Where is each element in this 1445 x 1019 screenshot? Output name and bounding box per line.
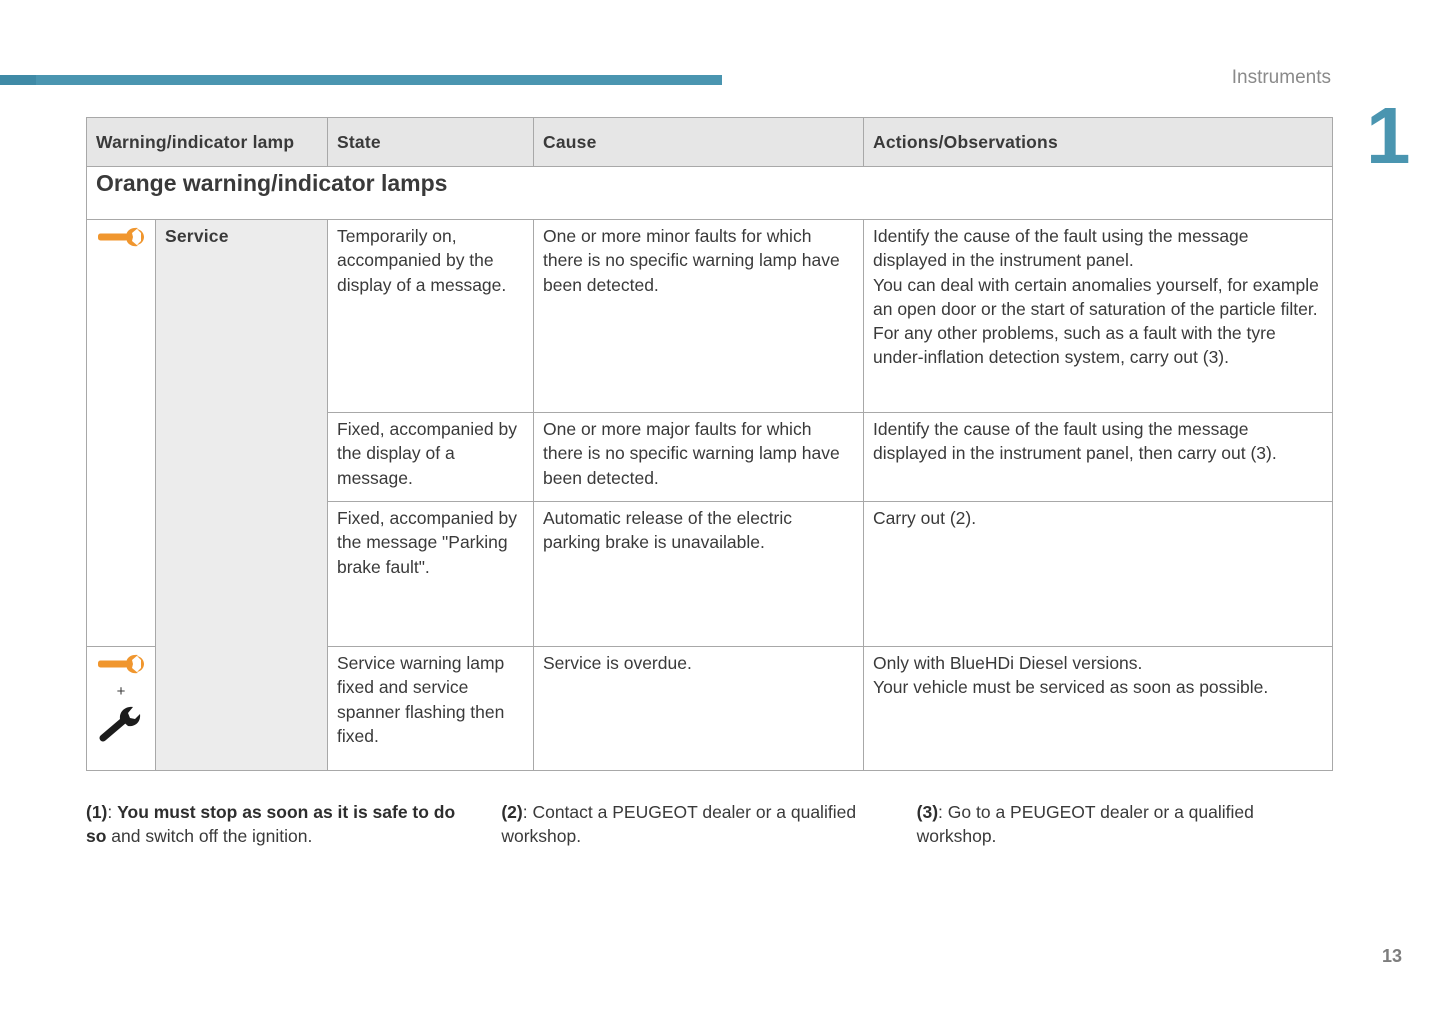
header-accent-bar (0, 75, 722, 85)
section-title: Instruments (1231, 67, 1331, 88)
col-header-cause: Cause (534, 118, 864, 167)
state-cell: Fixed, accompanied by the display of a message. (328, 413, 534, 502)
action-line: Identify the cause of the fault using the message displayed in the instrument panel, then carry out (3). (873, 419, 1277, 464)
actions-cell (864, 502, 1333, 647)
lamp-icon-cell (87, 220, 156, 647)
lamp-name: Service (156, 220, 328, 771)
footnote-text: Go to a PEUGEOT dealer or a qualified workshop. (916, 802, 1254, 847)
cause-cell: One or more major faults for which there is no specific warning lamp have been detected. (534, 413, 864, 502)
action-line: Carry out (2). (873, 508, 977, 528)
orange-spanner-icon (97, 653, 145, 681)
actions-cell (864, 413, 1333, 502)
footnote-2 (501, 800, 916, 849)
footnote-text: and switch off the ignition. (106, 826, 313, 847)
footnote-bold-text: You must stop as soon as it is safe to do so (86, 802, 456, 847)
action-line: For any other problems, such as a fault with the tyre under-inflation detection system, carry out (3). (873, 323, 1276, 368)
cause-cell: One or more minor faults for which there is no specific warning lamp have been detected. (534, 220, 864, 413)
col-header-actions: Actions/Observations (864, 118, 1333, 167)
warning-lamp-table (86, 117, 1333, 771)
actions-cell (864, 647, 1333, 771)
table-header-row (87, 118, 1333, 167)
cause-cell: Automatic release of the electric parking brake is unavailable. (534, 502, 864, 647)
actions-cell (864, 220, 1333, 413)
col-header-lamp: Warning/indicator lamp (87, 118, 328, 167)
cause-cell: Service is overdue. (534, 647, 864, 771)
footnote-sep: : (938, 802, 948, 822)
state-cell: Fixed, accompanied by the message "Parking brake fault". (328, 502, 534, 647)
footnote-3 (917, 800, 1332, 849)
chapter-number: 1 (1366, 91, 1411, 180)
orange-spanner-icon (97, 232, 145, 252)
footnotes (86, 800, 1332, 849)
footnote-ref: (2) (501, 802, 523, 822)
action-line: Only with BlueHDi Diesel versions. (873, 653, 1143, 673)
footnote-ref: (1) (86, 802, 108, 822)
plus-sign: + (116, 683, 126, 701)
col-header-state: State (328, 118, 534, 167)
action-line: Your vehicle must be serviced as soon as possible. (873, 677, 1269, 698)
page-number: 13 (1382, 946, 1403, 966)
footnote-text: Contact a PEUGEOT dealer or a qualified workshop. (501, 802, 857, 847)
footnote-sep: : (107, 802, 118, 822)
footnote-ref: (3) (916, 802, 939, 822)
action-line: You can deal with certain anomalies yourself, for example an open door or the start of saturation of the particle filter. (873, 274, 1319, 319)
lamp-icon-cell (87, 647, 156, 771)
state-cell: Temporarily on, accompanied by the display of a message. (328, 220, 534, 413)
table-row (87, 220, 1333, 413)
footnote-1 (86, 800, 501, 849)
group-title: Orange warning/indicator lamps (87, 167, 1333, 220)
state-cell: Service warning lamp fixed and service spanner flashing then fixed. (328, 647, 534, 771)
header-accent-segment (0, 75, 36, 85)
action-line: Identify the cause of the fault using the message displayed in the instrument panel. (873, 226, 1249, 271)
group-row (87, 167, 1333, 220)
footnote-sep: : (522, 802, 533, 822)
black-spanner-icon (99, 705, 143, 749)
